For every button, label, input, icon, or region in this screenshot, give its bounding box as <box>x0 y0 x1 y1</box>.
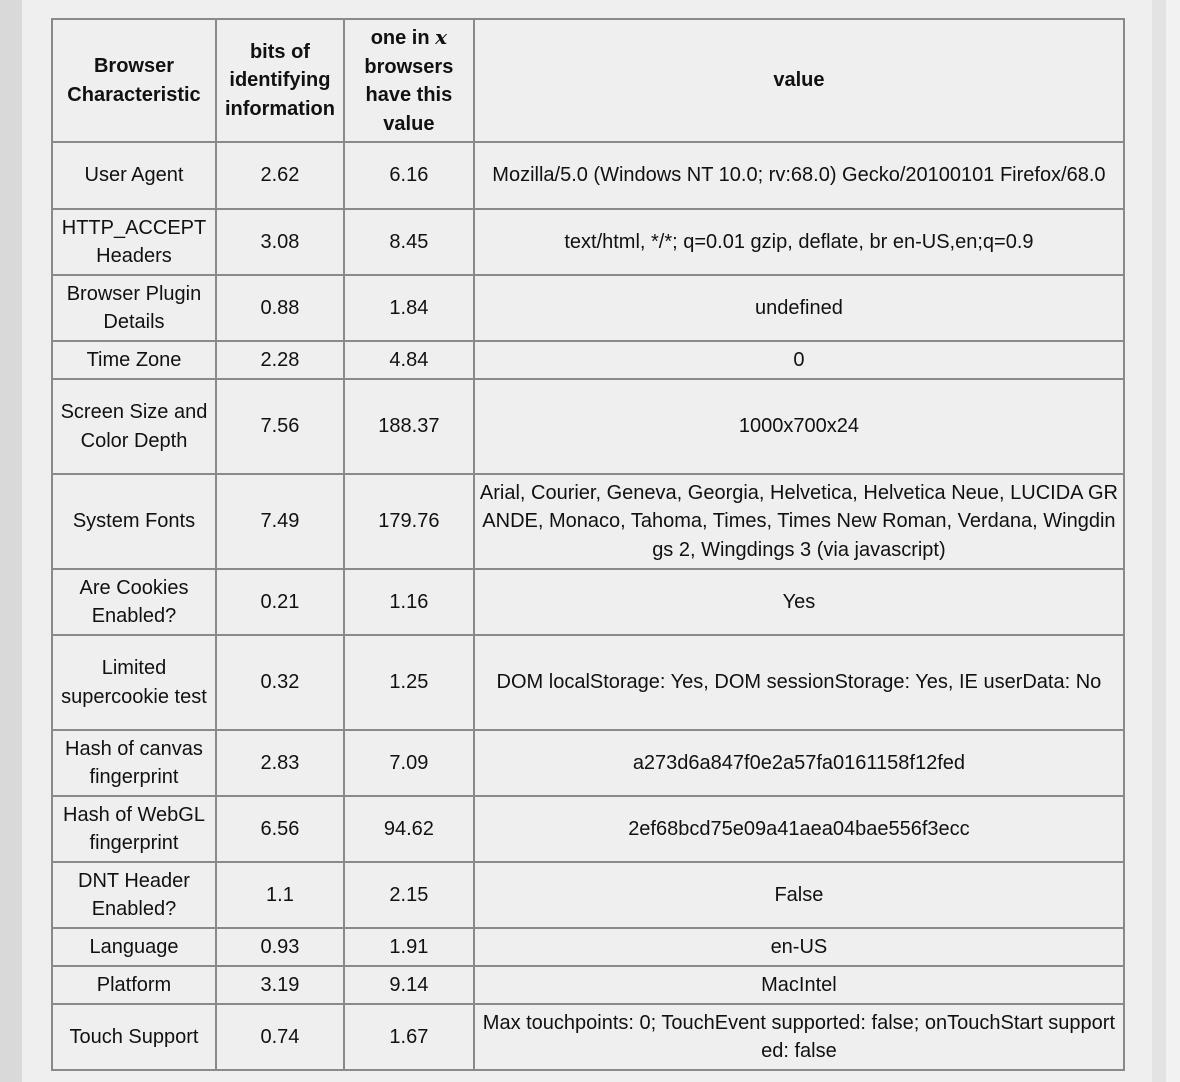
value-cell: en-US <box>474 928 1124 966</box>
value-cell: undefined <box>474 275 1124 341</box>
table-row <box>52 142 1124 209</box>
table-row <box>52 928 1124 966</box>
bits-cell: 0.21 <box>216 569 344 635</box>
table-row <box>52 474 1124 569</box>
characteristic-cell: Hash of WebGL fingerprint <box>52 796 216 862</box>
one-in-x-cell: 1.84 <box>344 275 474 341</box>
header-browser-characteristic: Browser Characteristic <box>52 19 216 142</box>
one-in-x-cell: 1.91 <box>344 928 474 966</box>
value-cell: 2ef68bcd75e09a41aea04bae556f3ecc <box>474 796 1124 862</box>
header-one-in-x-browsers <box>344 19 474 142</box>
characteristic-cell: Are Cookies Enabled? <box>52 569 216 635</box>
bits-cell: 2.28 <box>216 341 344 379</box>
value-cell: 1000x700x24 <box>474 379 1124 474</box>
value-cell: Arial, Courier, Geneva, Georgia, Helvetica, Helvetica Neue, LUCIDA GRANDE, Monaco, Tahoma, Times, Times New Roman, Verdana, Wingdings 2, Wingdings 3 (via javascript) <box>474 474 1124 569</box>
value-cell: Yes <box>474 569 1124 635</box>
value-cell: Mozilla/5.0 (Windows NT 10.0; rv:68.0) Gecko/20100101 Firefox/68.0 <box>474 142 1124 209</box>
characteristic-cell: Hash of canvas fingerprint <box>52 730 216 796</box>
characteristic-cell: HTTP_ACCEPT Headers <box>52 209 216 275</box>
characteristic-cell: User Agent <box>52 142 216 209</box>
header-value: value <box>474 19 1124 142</box>
bits-cell: 6.56 <box>216 796 344 862</box>
header-one-in-prefix: one in <box>370 27 436 49</box>
characteristic-cell: Platform <box>52 966 216 1004</box>
one-in-x-cell: 179.76 <box>344 474 474 569</box>
one-in-x-cell: 1.16 <box>344 569 474 635</box>
bits-cell: 0.88 <box>216 275 344 341</box>
value-cell: text/html, */*; q=0.01 gzip, deflate, br en-US,en;q=0.9 <box>474 209 1124 275</box>
bits-cell: 2.83 <box>216 730 344 796</box>
one-in-x-cell: 9.14 <box>344 966 474 1004</box>
page-background-right <box>1166 0 1180 1082</box>
bits-cell: 0.32 <box>216 635 344 730</box>
one-in-x-cell: 188.37 <box>344 379 474 474</box>
bits-cell: 0.93 <box>216 928 344 966</box>
bits-cell: 2.62 <box>216 142 344 209</box>
characteristic-cell: System Fonts <box>52 474 216 569</box>
table-row <box>52 966 1124 1004</box>
characteristic-cell: Browser Plugin Details <box>52 275 216 341</box>
value-cell: DOM localStorage: Yes, DOM sessionStorage: Yes, IE userData: No <box>474 635 1124 730</box>
characteristic-cell: Limited supercookie test <box>52 635 216 730</box>
table-row <box>52 275 1124 341</box>
header-bits-of-identifying-information: bits of identifying information <box>216 19 344 142</box>
characteristic-cell: DNT Header Enabled? <box>52 862 216 928</box>
table-row <box>52 730 1124 796</box>
table-row <box>52 1004 1124 1070</box>
characteristic-cell: Time Zone <box>52 341 216 379</box>
value-cell: MacIntel <box>474 966 1124 1004</box>
characteristic-cell: Touch Support <box>52 1004 216 1070</box>
bits-cell: 3.08 <box>216 209 344 275</box>
page-background-left <box>0 0 22 1082</box>
one-in-x-cell: 8.45 <box>344 209 474 275</box>
value-cell: Max touchpoints: 0; TouchEvent supported: false; onTouchStart supported: false <box>474 1004 1124 1070</box>
one-in-x-cell: 7.09 <box>344 730 474 796</box>
table-row <box>52 635 1124 730</box>
value-cell: a273d6a847f0e2a57fa0161158f12fed <box>474 730 1124 796</box>
content-panel <box>22 0 1152 1082</box>
table-header-row <box>52 19 1124 142</box>
header-one-in-suffix: browsers have this value <box>364 55 454 135</box>
value-cell: 0 <box>474 341 1124 379</box>
table-row <box>52 569 1124 635</box>
one-in-x-cell: 94.62 <box>344 796 474 862</box>
one-in-x-cell: 1.67 <box>344 1004 474 1070</box>
characteristic-cell: Screen Size and Color Depth <box>52 379 216 474</box>
table-row <box>52 796 1124 862</box>
one-in-x-cell: 1.25 <box>344 635 474 730</box>
value-cell: False <box>474 862 1124 928</box>
bits-cell: 1.1 <box>216 862 344 928</box>
one-in-x-cell: 4.84 <box>344 341 474 379</box>
table-body <box>52 142 1124 1070</box>
bits-cell: 7.49 <box>216 474 344 569</box>
one-in-x-cell: 6.16 <box>344 142 474 209</box>
table-row <box>52 209 1124 275</box>
table-row <box>52 341 1124 379</box>
table-row <box>52 379 1124 474</box>
bits-cell: 0.74 <box>216 1004 344 1070</box>
table-row <box>52 862 1124 928</box>
characteristic-cell: Language <box>52 928 216 966</box>
bits-cell: 7.56 <box>216 379 344 474</box>
fingerprint-results-table <box>51 18 1125 1071</box>
one-in-x-cell: 2.15 <box>344 862 474 928</box>
bits-cell: 3.19 <box>216 966 344 1004</box>
header-one-in-variable: x <box>435 25 448 49</box>
